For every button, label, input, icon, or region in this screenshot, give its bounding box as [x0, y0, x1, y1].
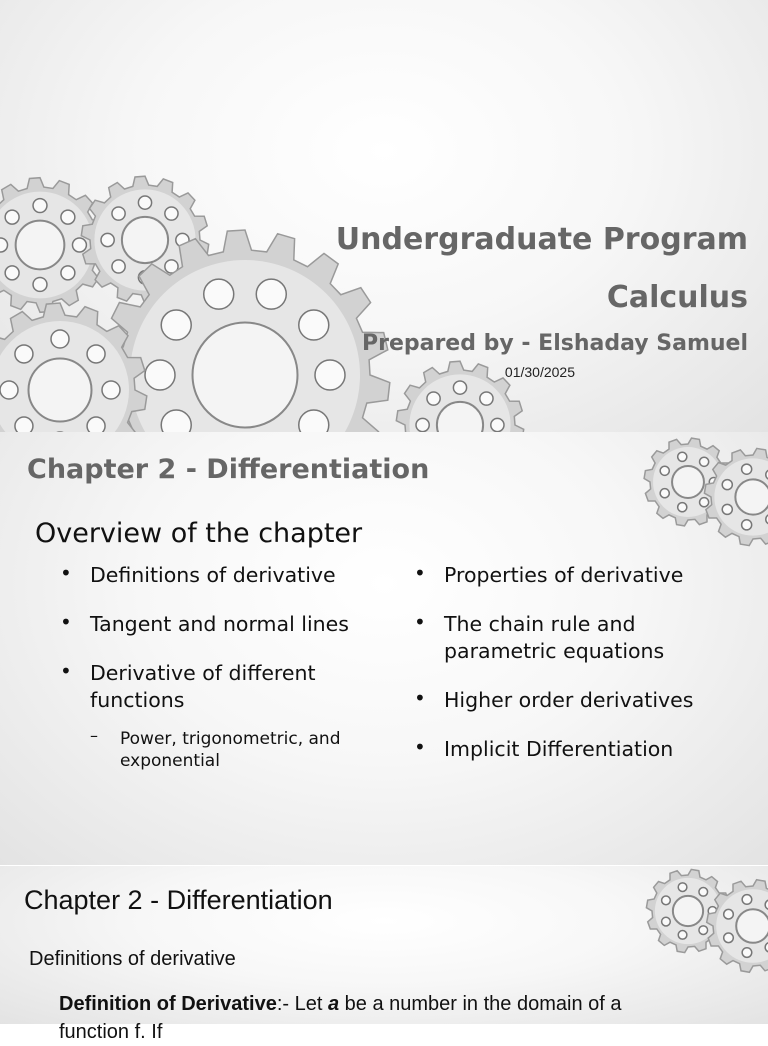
bullet-icon: •	[60, 659, 72, 683]
slide-title: Chapter 2 - Differentiation	[27, 454, 430, 485]
list-item-text: Derivative of different functions	[90, 661, 316, 712]
list-item	[60, 562, 380, 589]
gear-cluster-icon	[628, 866, 768, 981]
title-slide	[0, 0, 768, 432]
date-label: 01/30/2025	[504, 364, 575, 380]
topic-list-right	[414, 562, 754, 785]
list-item	[60, 611, 380, 638]
slide-subtitle: Overview of the chapter	[35, 518, 363, 549]
topic-list-left	[60, 562, 380, 794]
list-item	[414, 687, 754, 714]
bullet-icon: •	[414, 686, 426, 710]
slide-title: Chapter 2 - Differentiation	[24, 885, 333, 915]
list-item-text: The chain rule and parametric equations	[444, 612, 665, 663]
author-line: Prepared by - Elshaday Samuel	[361, 331, 748, 356]
gear-cluster-icon	[0, 170, 540, 432]
definition-separator: :- Let	[276, 993, 328, 1015]
list-item-text: Implicit Differentiation	[444, 737, 674, 761]
bullet-icon: •	[414, 735, 426, 759]
list-item-text: Properties of derivative	[444, 563, 684, 587]
gear-cluster-icon	[628, 432, 768, 567]
definition-line2: function f. If	[59, 1021, 163, 1043]
definition-slide	[0, 866, 768, 1043]
list-item-text: Definitions of derivative	[90, 563, 336, 587]
list-item	[414, 562, 754, 589]
definition-variable: a	[327, 993, 340, 1015]
dash-icon: –	[90, 726, 98, 745]
bullet-icon: •	[414, 610, 426, 634]
bullet-icon: •	[414, 561, 426, 585]
bullet-icon: •	[60, 561, 72, 585]
sub-list	[90, 728, 380, 772]
sub-list-item	[90, 728, 380, 772]
sub-list-item-text: Power, trigonometric, and exponential	[120, 729, 341, 771]
overview-slide	[0, 432, 768, 865]
list-item-text: Higher order derivatives	[444, 688, 694, 712]
definition-text	[59, 990, 699, 1046]
bullet-icon: •	[60, 610, 72, 634]
list-item	[414, 736, 754, 763]
list-item	[60, 660, 380, 772]
list-item	[414, 611, 754, 665]
definition-rest: be a number in the domain of a	[339, 993, 622, 1015]
slide-subtitle: Definitions of derivative	[29, 948, 236, 970]
list-item-text: Tangent and normal lines	[90, 612, 349, 636]
presentation-title: Undergraduate Program	[335, 222, 748, 257]
course-name: Calculus	[606, 280, 748, 315]
definition-term: Definition of Derivative	[59, 993, 277, 1015]
